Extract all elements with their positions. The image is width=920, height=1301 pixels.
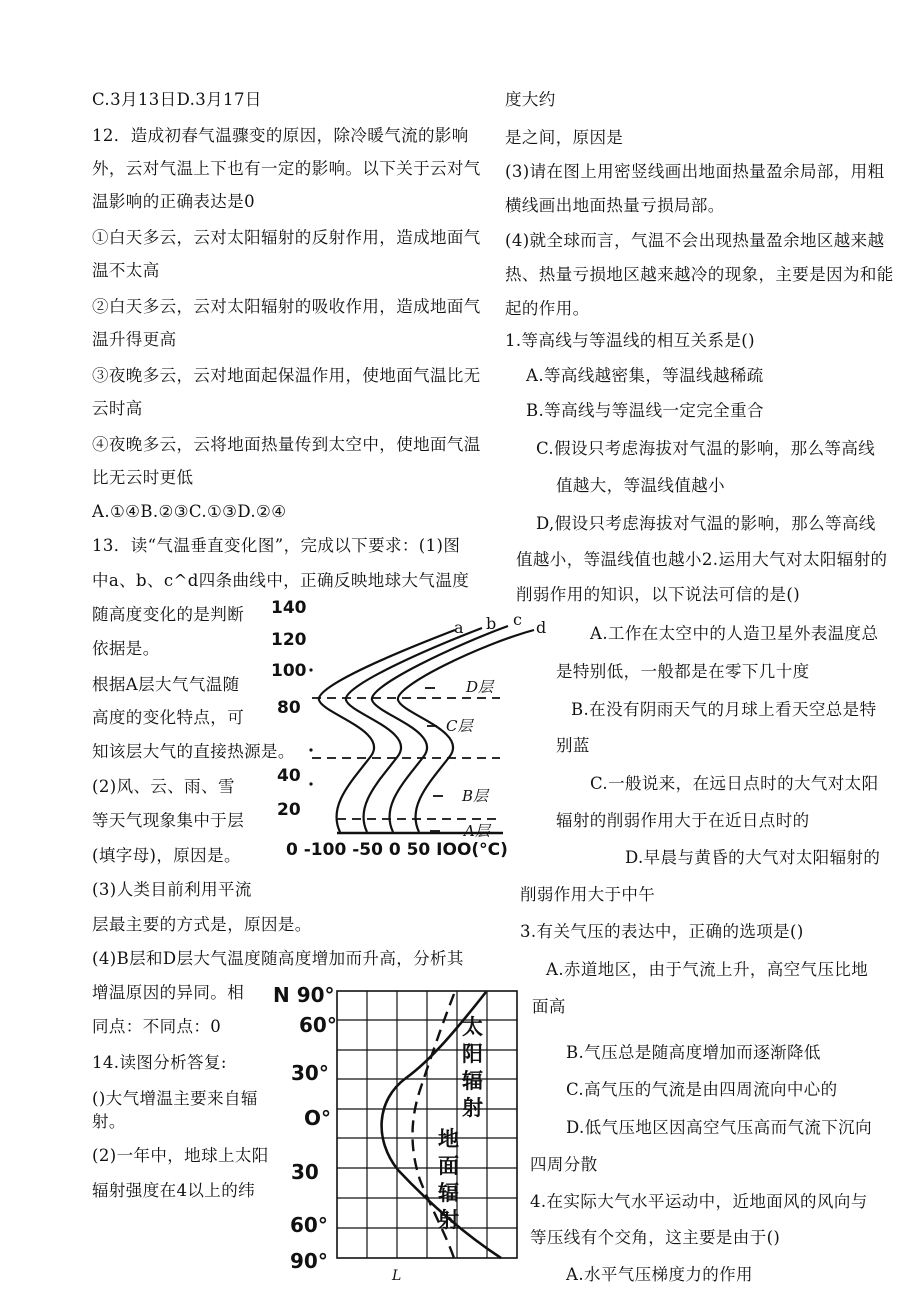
q2-option: 别蓝: [556, 736, 590, 755]
q12-line: 外，云对气温上下也有一定的影响。以下关于云对气: [92, 159, 481, 178]
q13-line: 同点：不同点：0: [92, 1017, 222, 1036]
lat-label: 30°: [291, 1061, 329, 1085]
q3-option: D.低气压地区因高空气压高而气流下沉向: [566, 1118, 872, 1137]
q13-line: 中a、b、c^d四条曲线中，正确反映地球大气温度: [92, 571, 470, 590]
q13-line: (3)人类目前利用平流: [92, 880, 252, 899]
q13-line: (2)风、云、雨、雪: [92, 777, 235, 796]
q14-cont-line: (3)请在图上用密竖线画出地面热量盈余局部，用粗: [505, 162, 885, 181]
q13-line: 层最主要的方式是，原因是。: [92, 915, 312, 934]
layer-label-a: A层: [464, 822, 490, 840]
y-tick: 80: [277, 698, 301, 718]
curve-label: c: [513, 610, 522, 629]
q14-line: 辐射强度在4以上的纬: [92, 1181, 255, 1200]
lat-label: 90°: [290, 1249, 328, 1273]
q2-option: C.一般说来，在远日点时的大气对太阳: [590, 774, 879, 793]
y-tick: 20: [277, 800, 301, 820]
q11-options: C.3月13日D.3月17日: [92, 90, 262, 109]
solar-label: 太 阳 辐 射: [462, 1015, 483, 1120]
lat-label: 60°: [299, 1013, 337, 1037]
lat-label: N 90°: [273, 983, 335, 1007]
q12-answers: A.①④B.②③C.①③D.②④: [92, 502, 287, 521]
curve-label: b: [486, 614, 497, 633]
q2-option: A.工作在太空中的人造卫星外表温度总: [590, 624, 879, 643]
curve-label: a: [454, 618, 464, 637]
q14-line: ()大气增温主要来自辐: [92, 1089, 258, 1108]
q12-line: 温升得更高: [92, 330, 177, 349]
q2-option: D.早晨与黄昏的大气对太阳辐射的: [625, 848, 881, 867]
q1-option: D,假设只考虑海拔对气温的影响，那么等高线: [536, 514, 876, 533]
q14-line: 14.读图分析答复:: [92, 1053, 227, 1072]
q2-option: 是特别低，一般都是在零下几十度: [556, 662, 810, 681]
q14-line: 射。: [92, 1112, 126, 1131]
q14-cont-line: (4)就全球而言，气温不会出现热量盈余地区越来越: [505, 231, 885, 250]
q12-line: ③夜晚多云，云对地面起保温作用，使地面气温比无: [92, 366, 481, 385]
layer-label-d: D层: [466, 678, 494, 696]
q12-line: ④夜晚多云，云将地面热量传到太空中，使地面气温: [92, 435, 481, 454]
q3-option: 面高: [532, 997, 566, 1016]
lat-label: 30: [291, 1160, 319, 1184]
q13-line: 根据A层大气气温随: [92, 675, 240, 694]
curve-a: [319, 630, 455, 832]
q4-line: 等压线有个交角，这主要是由于(): [530, 1228, 781, 1247]
q12-line: ②白天多云，云对太阳辐射的吸收作用，造成地面气: [92, 297, 481, 316]
q4-line: 4.在实际大气水平运动中，近地面风的风向与: [530, 1192, 868, 1211]
radiation-grid: [336, 990, 526, 1265]
y-tick: 140: [271, 598, 307, 618]
q2-option: 辐射的削弱作用大于在近日点时的: [556, 811, 810, 830]
q14-line: (2)一年中，地球上太阳: [92, 1146, 269, 1165]
q12-line: 12．造成初春气温骤变的原因，除冷暖气流的影响: [92, 126, 469, 145]
bottom-label: L: [392, 1268, 402, 1284]
ground-label: 地 面 辐 射: [438, 1127, 459, 1232]
q1-option: C.假设只考虑海拔对气温的影响，那么等高线: [536, 439, 876, 458]
q13-line: 知该层大气的直接热源是。: [92, 742, 295, 761]
x-axis-label: 0 -100 -50 0 50 IOO(°C): [286, 840, 508, 860]
q13-line: 等天气现象集中于层: [92, 811, 245, 830]
y-tick: 40: [277, 766, 301, 786]
layer-label-c: C层: [446, 717, 473, 735]
q14-cont-line: 横线画出地面热量亏损局部。: [505, 196, 725, 215]
q1-option: 值越大，等温线值越小: [556, 476, 725, 495]
q12-line: 温不太高: [92, 261, 160, 280]
q13-line: 随高度变化的是判断: [92, 605, 245, 624]
q14-cont-line: 热、热量亏损地区越来越冷的现象，主要是因为和能: [505, 265, 894, 284]
q13-line: (4)B层和D层大气温度随高度增加而升高，分析其: [92, 949, 464, 968]
q1-line: 1.等高线与等温线的相互关系是(): [505, 331, 755, 350]
q13-line: 依据是。: [92, 639, 160, 658]
q13-line: 增温原因的异同。相: [92, 983, 245, 1002]
q3-option: A.赤道地区，由于气流上升，高空气压比地: [546, 960, 869, 979]
q1-line: 值越小，等温线值也越小2.运用大气对太阳辐射的: [516, 550, 888, 569]
q14-cont-line: 是之间，原因是: [505, 128, 624, 147]
q12-line: 比无云时更低: [92, 468, 194, 487]
q14-cont-line: 度大约: [505, 90, 556, 109]
q12-line: 温影响的正确表达是0: [92, 192, 255, 211]
y-tick: 100: [271, 661, 307, 681]
q13-line: (填字母)，原因是。: [92, 846, 241, 865]
y-tick: 120: [271, 630, 307, 650]
lat-label: O°: [304, 1106, 332, 1130]
lat-label: 60°: [290, 1213, 328, 1237]
q3-option: B.气压总是随高度增加而逐渐降低: [566, 1043, 821, 1062]
layer-label-b: B层: [462, 787, 489, 805]
q2-option: 削弱作用大于中午: [520, 885, 656, 904]
q1-option: A.等高线越密集，等温线越稀疏: [526, 366, 764, 385]
q12-line: 云时高: [92, 399, 143, 418]
q2-option: B.在没有阴雨天气的月球上看天空总是特: [571, 700, 877, 719]
curve-label: d: [536, 618, 547, 637]
q2-line: 削弱作用的知识，以下说法可信的是(): [516, 585, 801, 604]
q3-line: 3.有关气压的表达中，正确的选项是(): [520, 922, 804, 941]
q13-line: 高度的变化特点，可: [92, 708, 245, 727]
q12-line: ①白天多云，云对太阳辐射的反射作用，造成地面气: [92, 228, 481, 247]
q13-line: 13．读“气温垂直变化图”，完成以下要求：(1)图: [92, 536, 461, 555]
q4-option: A.水平气压梯度力的作用: [566, 1265, 753, 1284]
q1-option: B.等高线与等温线一定完全重合: [526, 401, 764, 420]
q3-option: 四周分散: [530, 1155, 598, 1174]
q14-cont-line: 起的作用。: [505, 299, 590, 318]
q3-option: C.高气压的气流是由四周流向中心的: [566, 1080, 838, 1099]
